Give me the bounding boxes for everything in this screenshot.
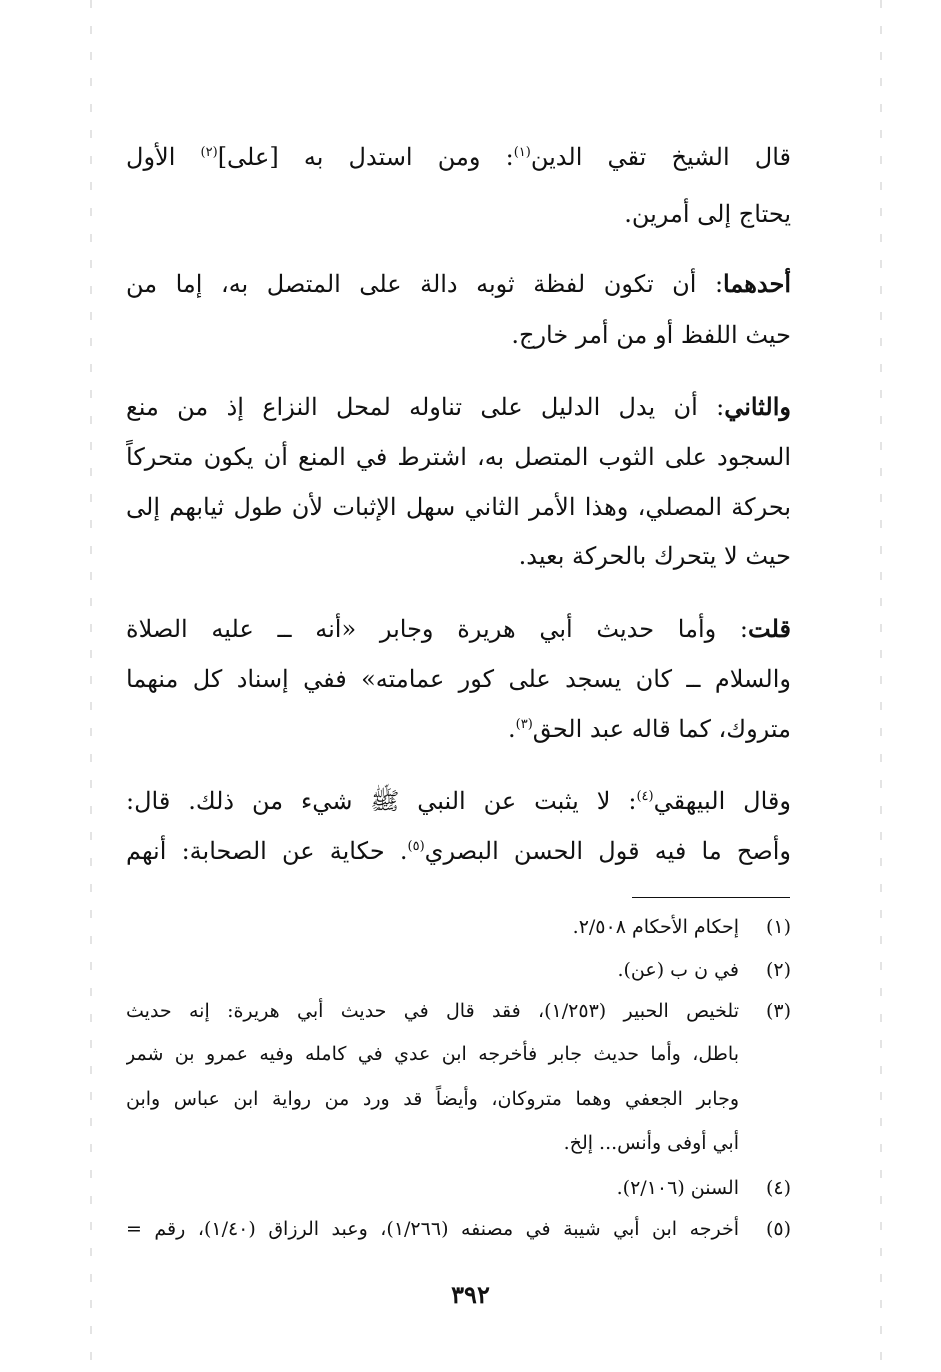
body-line: قال الشيخ تقي الدين$^{(١)}$: ومن استدل به [على]$^{(٢)}$ الأول — [126, 143, 791, 171]
footnote-text: تلخيص الحبير (١/٢٥٣)، فقد قال في حديث أبي هريرة: إنه حديث — [126, 1000, 739, 1022]
body-line: وقال البيهقي$^{(٤)}$: لا يثبت عن النبي ﷺ شيء من ذلك. قال: — [126, 787, 791, 815]
body-line: السجود على الثوب المتصل به، اشترط في المنع أن يكون متحركاً — [126, 443, 791, 471]
page-number: ٣٩٢ — [451, 1280, 490, 1309]
footnote-1 — [126, 910, 791, 944]
paragraph-lead: قلت — [748, 614, 791, 643]
footnote-ref[interactable]: (٣) — [515, 717, 533, 732]
footnote-number: (٥) — [765, 1218, 791, 1240]
body-line: أحدهما: أن تكون لفظة ثوبه دالة على المتصل به، إما من — [126, 269, 791, 298]
footnote-number: (٤) — [765, 1177, 791, 1199]
footnote-4 — [126, 1171, 791, 1205]
footnote-3-line-3 — [126, 1082, 791, 1116]
footnote-separator — [632, 897, 790, 898]
body-line: قلت: وأما حديث أبي هريرة وجابر «أنه ــ عليه الصلاة — [126, 614, 791, 643]
footnote-ref[interactable]: (٤) — [636, 789, 654, 804]
footnote-number: (٢) — [765, 959, 791, 981]
footnote-text: أخرجه ابن أبي شيبة في مصنفه (١/٢٦٦)، وعبد الرزاق (١/٤٠)، رقم = — [126, 1218, 740, 1240]
footnote-text: إحكام الأحكام ٢/٥٠٨. — [572, 916, 739, 938]
body-line: حيث اللفظ أو من أمر خارج. — [511, 321, 791, 349]
body-line: والسلام ــ كان يسجد على كور عمامته» ففي إسناد كل منهما — [126, 665, 791, 693]
body-line: بحركة المصلي، وهذا الأمر الثاني سهل الإثبات لأن طول ثيابهم إلى — [126, 493, 791, 521]
footnote-text: وجابر الجعفي وهما متروكان، وأيضاً قد ورد من رواية ابن عباس وابن — [126, 1088, 739, 1110]
footnote-ref[interactable]: (١) — [513, 145, 531, 160]
margin-dots-left — [90, 0, 92, 1372]
footnote-5 — [126, 1212, 791, 1246]
body-line: يحتاج إلى أمرين. — [624, 200, 791, 228]
footnote-3-line-4 — [126, 1126, 791, 1160]
body-line: وأصح ما فيه قول الحسن البصري$^{(٥)}$. حكاية عن الصحابة: أنهم — [126, 837, 791, 865]
footnote-2 — [126, 953, 791, 987]
footnote-text: السنن (٢/١٠٦). — [616, 1177, 739, 1199]
footnote-ref[interactable]: (٥) — [407, 839, 425, 854]
footnote-ref[interactable]: (٢) — [200, 145, 218, 160]
body-line: متروك، كما قاله عبد الحق$^{(٣)}$. — [508, 715, 791, 743]
footnote-3 — [126, 994, 791, 1028]
paragraph-lead: والثاني — [724, 392, 791, 421]
footnote-3-line-2 — [126, 1037, 791, 1071]
footnote-text: في ن ب (عن). — [617, 959, 739, 981]
footnote-text: باطل، وأما حديث جابر فأخرجه ابن عدي في كامله وفيه عمرو بن شمر — [126, 1043, 739, 1065]
paragraph-lead: أحدهما — [723, 269, 791, 298]
body-line: والثاني: أن يدل الدليل على تناوله لمحل النزاع إذ من منع — [126, 392, 791, 421]
footnote-number: (٣) — [765, 1000, 791, 1022]
body-line: حيث لا يتحرك بالحركة بعيد. — [518, 542, 791, 570]
margin-dots-right — [880, 0, 882, 1372]
footnote-text: أبي أوفى وأنس... إلخ. — [563, 1132, 739, 1154]
footnote-number: (١) — [765, 916, 791, 938]
